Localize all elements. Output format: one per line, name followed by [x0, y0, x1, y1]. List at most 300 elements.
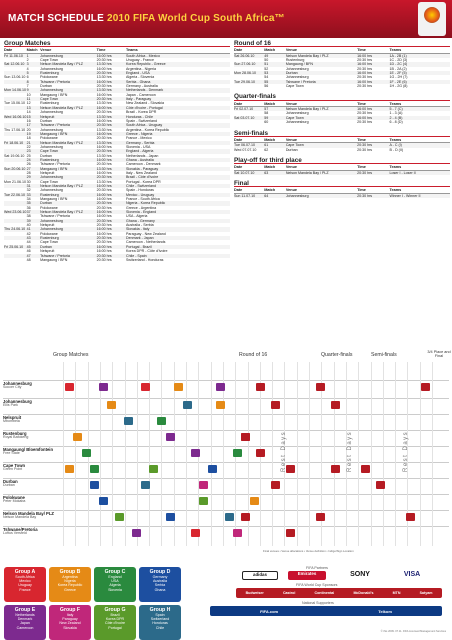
table-cell: Tshwane / Pretoria [40, 79, 70, 84]
venue-city: Mangaung/ Bloemfontein [3, 447, 54, 452]
knockout-section-qf [234, 95, 450, 124]
table-cell: Fri 25.06.10 [4, 244, 24, 249]
venue-label [3, 448, 61, 456]
match-cell [141, 481, 150, 489]
match-cell [82, 449, 91, 457]
table-cell: Korea Republic - Greece [126, 62, 166, 67]
sponsor-wcs: McDonald's [353, 591, 374, 595]
table-cell: Thu 17.06.10 [4, 127, 26, 132]
table-cell: Sat 10.07.10 [234, 170, 255, 175]
day-column [334, 362, 335, 546]
table-cell: A - C (I) [389, 143, 402, 148]
venue-label [3, 512, 61, 520]
table-cell: USA - Algeria [126, 214, 148, 219]
table-cell: Slovakia - Italy [126, 227, 150, 232]
table-cell: Fri 11.06.10 [4, 53, 23, 58]
knockout-cell [331, 465, 340, 473]
national-label: National Supporters [302, 601, 334, 605]
venue-city: Johannesburg [3, 381, 32, 386]
table-cell: England - Algeria [126, 149, 154, 154]
table-cell: Cape Town [285, 143, 304, 148]
table-cell: 53 [264, 71, 269, 76]
table-cell: Mangaung / BFN [40, 197, 68, 202]
table-cell: 36 [26, 205, 31, 210]
table-cell: 5 [26, 71, 29, 76]
venue-calendar-grid [3, 352, 449, 556]
legend-title: Group H [149, 607, 171, 613]
venue-city: Rustenburg [3, 431, 27, 436]
column-header: Match [26, 48, 38, 53]
table-cell: Mangaung / BFN [285, 62, 313, 67]
legend-title: Group C [104, 569, 126, 575]
table-cell: Chile - Spain [126, 253, 147, 258]
table-cell: 62 [264, 147, 269, 152]
table-cell: 16:00 hrs [96, 118, 112, 123]
table-cell: Fri 18.06.10 [4, 140, 24, 145]
table-cell: 52 [264, 66, 269, 71]
column-header: Date [234, 137, 243, 142]
table-cell: 46 [26, 249, 31, 254]
day-column [75, 362, 76, 546]
table-cell: Italy - New Zealand [126, 170, 157, 175]
rest-days-label: Rest Days [403, 430, 409, 472]
match-cell [233, 449, 242, 457]
venue-city: Johannesburg [3, 399, 32, 404]
table-cell: 20:30 hrs [96, 71, 112, 76]
table-cell: 5 - 7 (C) [389, 107, 403, 112]
table-row [234, 194, 450, 198]
sponsor-wcs: Continental [314, 591, 335, 595]
table-cell: Cape Town [285, 115, 304, 120]
column-header: Date [234, 101, 243, 106]
table-cell: Ghana - Australia [126, 157, 154, 162]
table-cell: 20:30 hrs [96, 257, 112, 262]
table-row [4, 258, 230, 262]
table-cell [234, 84, 264, 88]
knockout-cell [256, 383, 265, 391]
knockout-cell [316, 383, 325, 391]
table-cell: Sun 13.06.10 [4, 75, 26, 80]
table-cell: 13:30 hrs [96, 166, 112, 171]
table-cell: Cape Town [40, 149, 59, 154]
table-cell: Switzerland - Honduras [126, 257, 164, 262]
column-header: Match [264, 165, 276, 170]
table-cell: 20:30 hrs [96, 223, 112, 228]
table-cell: 21 [26, 140, 31, 145]
section-title: Round of 16 [234, 42, 450, 47]
venue-label [3, 432, 61, 440]
table-cell: 16:00 hrs [96, 170, 112, 175]
table-cell: 16:00 hrs [96, 227, 112, 232]
day-column [395, 362, 396, 546]
table-cell: Portugal - Korea DPR [126, 179, 161, 184]
table-cell: Tue 06.07.10 [234, 143, 256, 148]
table-cell: Tshwane / Pretoria [40, 162, 70, 167]
table-cell: France - Mexico [126, 136, 152, 141]
legend-team: Algeria [109, 583, 121, 588]
table-cell: Nelson Mandela Bay / PLZ [285, 170, 329, 175]
table-cell: 43 [26, 236, 31, 241]
table-cell: 13:30 hrs [96, 179, 112, 184]
table-cell: Germany - Australia [126, 84, 158, 89]
table-cell: Slovenia - USA [126, 144, 151, 149]
legend-team: Greece [64, 587, 76, 592]
legend-team: Denmark [17, 617, 33, 622]
table-cell: 16:00 hrs [357, 79, 373, 84]
legend-team: Korea DPR [105, 617, 125, 622]
table-cell: Sat 03.07.10 [234, 115, 255, 120]
legend-team: Germany [152, 575, 168, 579]
table-cell: 16:00 hrs [357, 71, 373, 76]
table-cell: Netherlands - Japan [126, 153, 159, 158]
table-cell: Thu 24.06.10 [4, 227, 26, 232]
column-header: Date [4, 48, 13, 53]
venue-label [3, 496, 61, 504]
table-cell: Rustenburg [40, 71, 59, 76]
table-cell: 20:30 hrs [357, 84, 373, 89]
table-cell: 20:30 hrs [96, 240, 112, 245]
table-cell: Cameroon - Denmark [126, 162, 161, 167]
legend-team: Japan [20, 621, 30, 626]
table-cell: 16:00 hrs [96, 244, 112, 249]
section-title: Play-off for third place [234, 159, 450, 164]
table-cell: Sat 12.06.10 [4, 62, 25, 67]
table-cell: 1A - 2B (1) [389, 53, 407, 58]
table-cell: 20:30 hrs [357, 120, 373, 125]
sponsor-wcs: Castrol [282, 591, 296, 595]
table-cell: Nigeria - Korea Republic [126, 201, 166, 206]
match-cell [166, 433, 175, 441]
legend-team: Slovenia [108, 587, 122, 592]
table-cell: Nelspruit [40, 249, 55, 254]
table-cell: Durban [40, 118, 52, 123]
table-cell: Johannesburg [285, 193, 309, 198]
table-cell: Johannesburg [40, 218, 63, 223]
table-cell: Tshwane / Pretoria [285, 79, 316, 84]
table-cell: Cape Town [40, 240, 59, 245]
table-cell: Polokwane [40, 231, 58, 236]
table-cell: 54 [264, 75, 269, 80]
table-cell: Durban [40, 153, 52, 158]
table-cell: 16:00 hrs [357, 53, 373, 58]
knockout-cell [316, 513, 325, 521]
table-cell: 14 [26, 110, 31, 115]
table-cell: Mon 28.06.10 [234, 71, 256, 76]
table-cell: 29 [26, 175, 31, 180]
venue-city: Durban [3, 479, 18, 484]
table-cell: 11 [26, 97, 31, 102]
column-header: Teams [126, 48, 138, 53]
section-title: Quarter-finals [234, 95, 450, 100]
legend-team: Serbia [154, 583, 166, 588]
table-cell: Nelson Mandela Bay / PLZ [40, 62, 83, 67]
table-cell: Nelson Mandela Bay / PLZ [40, 140, 83, 145]
table-cell: Nelspruit [40, 223, 55, 228]
table-cell: Nelson Mandela Bay / PLZ [40, 105, 83, 110]
table-cell: 20:30 hrs [96, 58, 112, 63]
legend-team: New Zealand [59, 621, 81, 626]
table-cell: 8 [26, 79, 29, 84]
match-cell [233, 529, 242, 537]
day-column [272, 362, 273, 546]
match-cell [166, 513, 175, 521]
table-cell: 41 [26, 227, 31, 232]
table-cell: 40 [26, 223, 31, 228]
venue-stadium: Soccer City [3, 384, 22, 389]
legend-group-a [4, 567, 46, 602]
table-cell: 20:30 hrs [96, 236, 112, 241]
table-cell: Johannesburg [285, 120, 309, 125]
legend-team: Australia [153, 579, 167, 584]
sponsor-adidas: adidas [242, 571, 278, 580]
table-cell: France - South Africa [126, 197, 160, 202]
table-cell: Johannesburg [40, 88, 63, 93]
table-cell: 16:00 hrs [96, 184, 112, 188]
day-column [383, 362, 384, 546]
match-cell [90, 465, 99, 473]
knockout-section-sf [234, 129, 450, 152]
table-cell: Argentina - Nigeria [126, 66, 156, 71]
table-cell: 16:00 hrs [96, 192, 112, 197]
legend-team: Uruguay [18, 583, 32, 588]
table-cell: 1D - 2C (4) [389, 62, 408, 67]
table-cell: Tshwane / Pretoria [40, 253, 70, 258]
knockout-cell [421, 383, 430, 391]
table-cell: 16:00 hrs [96, 144, 112, 149]
column-header: Date [234, 188, 243, 193]
table-cell: 20:30 hrs [357, 58, 373, 63]
column-header: Teams [389, 165, 402, 170]
day-column [309, 362, 310, 546]
table-cell: 26 [26, 162, 31, 167]
table-cell: Johannesburg [285, 111, 309, 116]
grid-header-group: Group Matches [53, 352, 89, 358]
table-cell: 47 [26, 253, 31, 258]
table-cell: Durban [40, 201, 52, 206]
knockout-cell [286, 529, 295, 537]
table-cell: 56 [264, 84, 269, 89]
table-cell: 20:30 hrs [96, 97, 112, 102]
column-header: Venue [285, 48, 298, 53]
match-cell [149, 465, 158, 473]
wcs-strip [236, 588, 442, 598]
table-cell: South Africa - Mexico [126, 53, 160, 58]
legend-team: Ghana [154, 587, 166, 592]
legend-team: Honduras [152, 621, 168, 626]
table-cell: 13 [26, 105, 31, 110]
table-cell: Johannesburg [285, 66, 309, 71]
table-cell: 13:30 hrs [96, 140, 112, 145]
table-cell: Polokwane [40, 205, 58, 210]
table-cell: 48 [26, 257, 31, 262]
table-cell: 50 [264, 58, 269, 63]
rest-days-label: Rest Days [347, 430, 353, 472]
venue-label [3, 464, 61, 472]
column-header: Venue [285, 137, 298, 142]
table-cell: 22 [26, 144, 31, 149]
venue-stadium: Durban [3, 482, 15, 487]
table-cell: 32 [26, 188, 31, 193]
table-cell: Korea DPR - Côte d'Ivoire [126, 249, 168, 254]
match-cell [132, 529, 141, 537]
match-cell [183, 401, 192, 409]
table-cell: 20:30 hrs [357, 66, 373, 71]
table-cell: 16:00 hrs [96, 210, 112, 215]
grid-header-final: 3/4 Place and Final [427, 350, 451, 358]
sponsor-sony: SONY [340, 571, 380, 580]
table-cell: Polokwane [40, 136, 58, 141]
match-cell [157, 417, 166, 425]
column-header: Match [264, 48, 276, 53]
column-header: Time [357, 48, 366, 53]
match-cell [124, 417, 133, 425]
venue-stadium: Free State [3, 450, 20, 455]
legend-team: USA [111, 579, 119, 584]
table-cell: Polokwane [40, 75, 58, 80]
table-cell: 10 [26, 92, 31, 97]
table-cell: Brazil - Côte d'Ivoire [126, 175, 159, 180]
world-cup-logo [418, 2, 446, 36]
venue-city: Nelspruit [3, 415, 22, 420]
table-cell: 13:30 hrs [96, 101, 112, 106]
group-matches-table [4, 42, 230, 262]
table-cell: Sat 26.06.10 [234, 53, 255, 58]
column-header: Date [234, 165, 243, 170]
table-cell: 30 [26, 179, 31, 184]
table-cell: Nelspruit [40, 114, 55, 119]
legend-group-f [49, 605, 91, 640]
column-header: Date [234, 48, 243, 53]
table-cell: Mexico - Uruguay [126, 192, 155, 197]
day-column [371, 362, 372, 546]
table-cell: 16:00 hrs [96, 249, 112, 254]
knockout-section-r16 [234, 42, 450, 88]
day-column [63, 362, 64, 546]
table-cell: 20:30 hrs [96, 205, 112, 210]
table-cell: Rustenburg [285, 58, 305, 63]
match-cell [216, 383, 225, 391]
table-cell: 20:30 hrs [96, 162, 112, 167]
legend-group-g [94, 605, 136, 640]
partners-label: FIFA Partners [306, 566, 328, 570]
venue-label [3, 382, 61, 390]
legend-team: France [19, 587, 31, 592]
table-cell: Durban [40, 84, 52, 89]
table-cell: Sun 11.07.10 [234, 193, 256, 198]
table-cell: 16:00 hrs [96, 66, 112, 71]
table-cell: 20:30 hrs [357, 170, 373, 175]
grid-footer: Final venues • Venue allocations • Venue definition • Indigo/Sign Location [263, 549, 354, 553]
legend-group-c [94, 567, 136, 602]
table-cell: Durban [40, 244, 52, 249]
table-cell: Tue 29.06.10 [234, 79, 256, 84]
table-cell: 20:30 hrs [357, 75, 373, 80]
national-strip [210, 606, 442, 616]
table-cell: Rustenburg [40, 236, 59, 241]
column-header: Match [264, 137, 276, 142]
table-cell: 34 [26, 197, 31, 202]
table-cell: Greece - Argentina [126, 205, 157, 210]
table-row [234, 148, 450, 152]
venue-stadium: Loftus Versfeld [3, 530, 27, 535]
table-cell: 24 [26, 157, 31, 162]
table-cell: Algeria - Slovenia [126, 75, 155, 80]
table-cell: Johannesburg [40, 66, 63, 71]
column-header: Time [357, 188, 366, 193]
table-cell [4, 258, 27, 262]
table-cell: 20:30 hrs [96, 201, 112, 206]
match-cell [99, 383, 108, 391]
table-cell: Chile - Switzerland [126, 184, 156, 188]
table-cell: Cape Town [40, 97, 59, 102]
table-cell: 16:00 hrs [96, 197, 112, 202]
table-cell: Mon 21.06.10 [4, 179, 26, 184]
table-cell: 2 [26, 58, 29, 63]
table-cell: 20:30 hrs [357, 147, 373, 152]
table-cell: Nelson Mandela Bay / PLZ [40, 210, 83, 215]
table-cell: 16:00 hrs [96, 53, 112, 58]
table-cell: 1F - 2E (6) [389, 79, 407, 84]
table-cell: Wed 16.06.10 [4, 114, 27, 119]
table-cell: Portugal - Brazil [126, 244, 152, 249]
table-cell: 16:00 hrs [96, 157, 112, 162]
venue-city: Nelson Mandela Bay/ PLZ [3, 511, 54, 516]
table-cell: 35 [26, 201, 31, 206]
rest-days-label: Rest Days [281, 430, 287, 472]
day-column [186, 362, 187, 546]
table-cell: 37 [26, 210, 31, 215]
table-cell: Paraguay - New Zealand [126, 231, 166, 236]
table-cell: Cape Town [40, 58, 59, 63]
table-cell: 58 [264, 111, 269, 116]
knockout-cell [331, 401, 340, 409]
table-cell: 3 [26, 62, 29, 67]
sponsor-visa: VISA [392, 571, 432, 580]
table-cell: Mangaung / BFN [40, 257, 68, 262]
day-column [137, 362, 138, 546]
table-cell: Argentina - Korea Republic [126, 127, 170, 132]
sponsor-wcs: Budweiser [245, 591, 264, 595]
table-cell: 16:00 hrs [96, 231, 112, 236]
table-cell: England - USA [126, 71, 150, 76]
table-cell: Mangaung / BFN [40, 131, 68, 136]
table-cell: 13:30 hrs [96, 153, 112, 158]
table-cell: Uruguay - France [126, 58, 154, 63]
knockout-cell [241, 513, 250, 521]
table-cell: Greece - Nigeria [126, 131, 153, 136]
page-title: MATCH SCHEDULE 2010 FIFA World Cup South Africa™ [8, 13, 285, 24]
table-cell: 9 [26, 88, 29, 93]
sponsor-wcs: Satyam [419, 591, 433, 595]
venue-label [3, 480, 61, 488]
day-column [161, 362, 162, 546]
section-title: Semi-finals [234, 132, 450, 137]
table-cell: Tue 22.06.10 [4, 192, 26, 197]
legend-team: Argentina [62, 575, 78, 579]
table-cell: 20:30 hrs [96, 188, 112, 193]
legend-team: Cameroon [16, 625, 34, 630]
table-cell: Brazil - Korea DPR [126, 110, 157, 115]
column-header: Venue [285, 165, 298, 170]
table-cell: 55 [264, 79, 269, 84]
table-cell: Tue 15.06.10 [4, 101, 26, 106]
table-cell: 20:30 hrs [96, 253, 112, 258]
column-header: Match [264, 188, 276, 193]
venue-stadium: Ellis Park [3, 402, 18, 407]
table-cell: Italy - Paraguay [126, 97, 152, 102]
match-cell [73, 433, 82, 441]
grid-header-qf: Quarter-finals [321, 352, 353, 358]
